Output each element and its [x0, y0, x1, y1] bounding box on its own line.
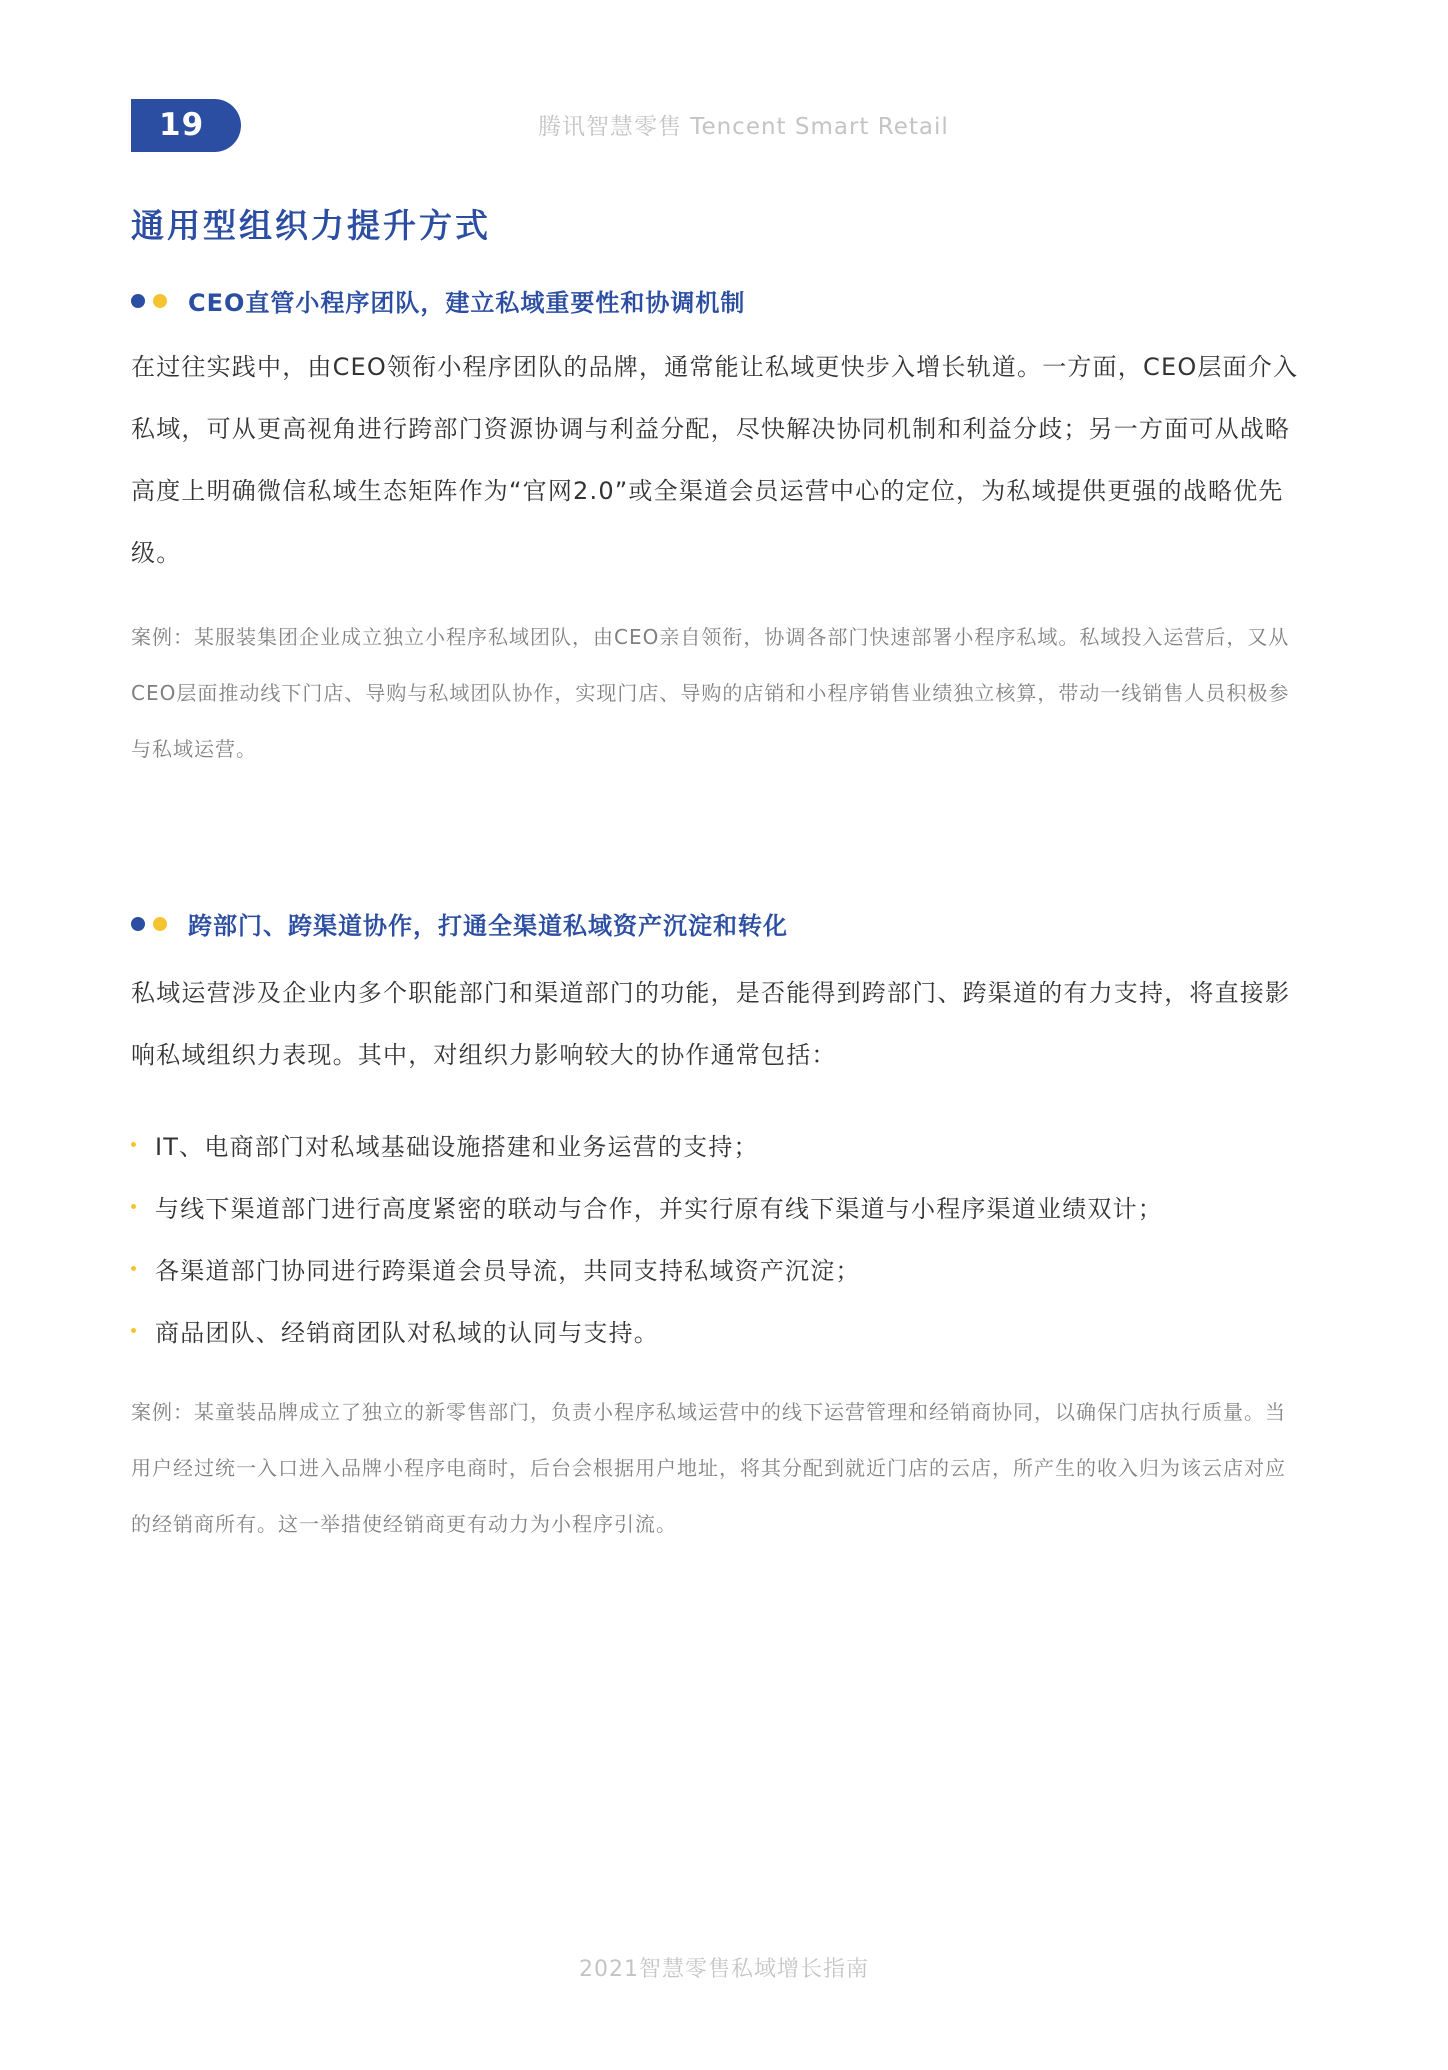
bullet-icon — [131, 1204, 136, 1209]
page-number: 19 — [159, 107, 205, 143]
bullet-icon — [131, 1142, 136, 1147]
collaboration-list — [131, 1113, 1163, 1361]
paragraph-ceo: 在过往实践中，由CEO领衔小程序团队的品牌，通常能让私域更快步入增长轨道。一方面，CEO层面介入私域，可从更高视角进行跨部门资源协调与利益分配，尽快解决协同机制和利益分歧；另一方面可从战略高度上明确微信私域生态矩阵作为“官网2.0”或全渠道会员运营中心的定位，为私域提供更强的战略优先级。 — [131, 353, 1299, 567]
list-item-text: 各渠道部门协同进行跨渠道会员导流，共同支持私域资产沉淀； — [155, 1256, 861, 1285]
section-title: 通用型组织力提升方式 — [131, 206, 491, 245]
subheading-text: 跨部门、跨渠道协作，打通全渠道私域资产沉淀和转化 — [188, 912, 788, 940]
case-study-childrenswear: 案例：某童装品牌成立了独立的新零售部门，负责小程序私域运营中的线下运营管理和经销商协同，以确保门店执行质量。当用户经过统一入口进入品牌小程序电商时，后台会根据用户地址，将其分配到就近门店的云店，所产生的收入归为该云店对应的经销商所有。这一举措使经销商更有动力为小程序引流。 — [131, 1400, 1286, 1536]
subheading-ceo — [131, 283, 745, 318]
header-brand: 腾讯智慧零售 Tencent Smart Retail — [538, 114, 949, 140]
list-item-text: 商品团队、经销商团队对私域的认同与支持。 — [155, 1318, 659, 1347]
list-item-text: IT、电商部门对私域基础设施搭建和业务运营的支持； — [155, 1132, 759, 1161]
bullet-icon — [131, 1328, 136, 1333]
blue-dot-icon — [131, 917, 145, 931]
yellow-dot-icon — [153, 294, 167, 308]
page-number-badge — [131, 99, 241, 152]
list-item-text: 与线下渠道部门进行高度紧密的联动与合作，并实行原有线下渠道与小程序渠道业绩双计； — [155, 1194, 1163, 1223]
list-item — [131, 1113, 1163, 1175]
bullet-icon — [131, 1266, 136, 1271]
footer-title: 2021智慧零售私域增长指南 — [579, 1957, 869, 1982]
subheading-text: CEO直管小程序团队，建立私域重要性和协调机制 — [188, 289, 746, 317]
list-item — [131, 1237, 1163, 1299]
case-study-apparel: 案例：某服装集团企业成立独立小程序私域团队，由CEO亲自领衔，协调各部门快速部署小程序私域。私域投入运营后，又从CEO层面推动线下门店、导购与私域团队协作，实现门店、导购的店销和小程序销售业绩独立核算，带动一线销售人员积极参与私域运营。 — [131, 625, 1290, 761]
list-item — [131, 1175, 1163, 1237]
list-item — [131, 1299, 1163, 1361]
paragraph-cross-department: 私域运营涉及企业内多个职能部门和渠道部门的功能，是否能得到跨部门、跨渠道的有力支持，将直接影响私域组织力表现。其中，对组织力影响较大的协作通常包括： — [131, 979, 1291, 1069]
yellow-dot-icon — [153, 917, 167, 931]
blue-dot-icon — [131, 294, 145, 308]
subheading-cross-department — [131, 906, 788, 941]
